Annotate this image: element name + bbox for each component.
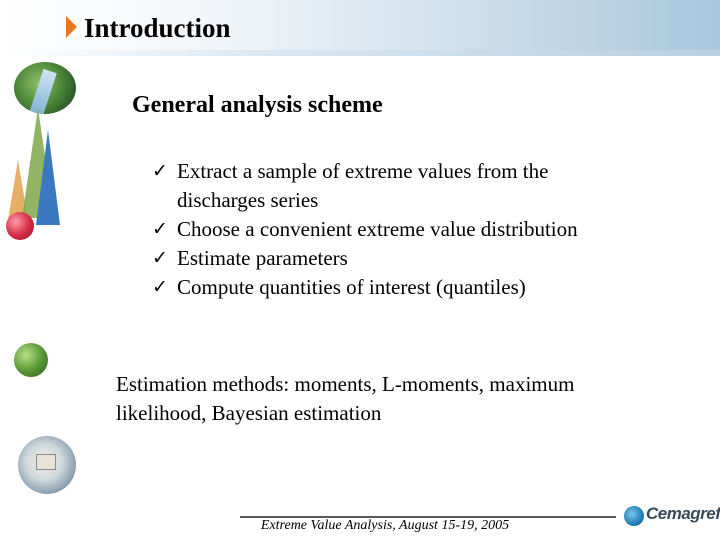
bullet-item [152, 273, 652, 302]
title-arrow-icon [66, 16, 77, 38]
bullet-text-continuation: discharges series [177, 188, 319, 212]
bullet-text: Compute quantities of interest (quantiles) [177, 275, 526, 299]
checkmark-icon: ✓ [152, 276, 168, 298]
slide-title: Introduction [84, 13, 231, 43]
checkmark-icon: ✓ [152, 160, 168, 182]
logo-text: Cemagref [646, 504, 720, 523]
blue-wedge-decoration [36, 130, 60, 225]
estimation-line: likelihood, Bayesian estimation [116, 401, 382, 425]
checkmark-icon: ✓ [152, 247, 168, 269]
estimation-line: Estimation methods: moments, L-moments, maximum [116, 372, 575, 396]
bullet-item [152, 244, 652, 273]
bullet-text: Choose a convenient extreme value distribution [177, 217, 578, 241]
bullet-item [152, 157, 652, 215]
red-sphere-decoration [6, 212, 34, 240]
leaf-sphere-decoration [14, 343, 48, 377]
bullet-item [152, 215, 652, 244]
checkmark-icon: ✓ [152, 218, 168, 240]
cemagref-logo [624, 500, 720, 532]
logo-mark-icon [624, 506, 644, 526]
estimation-methods-text [116, 370, 656, 428]
bullet-text: Extract a sample of extreme values from the [177, 159, 549, 183]
bullet-list [152, 157, 652, 302]
bullet-text: Estimate parameters [177, 246, 348, 270]
footer-text: Extreme Value Analysis, August 15-19, 2005 [260, 518, 510, 533]
river-photo [14, 62, 76, 114]
lab-photo [18, 436, 76, 494]
slide-subtitle: General analysis scheme [132, 92, 383, 118]
